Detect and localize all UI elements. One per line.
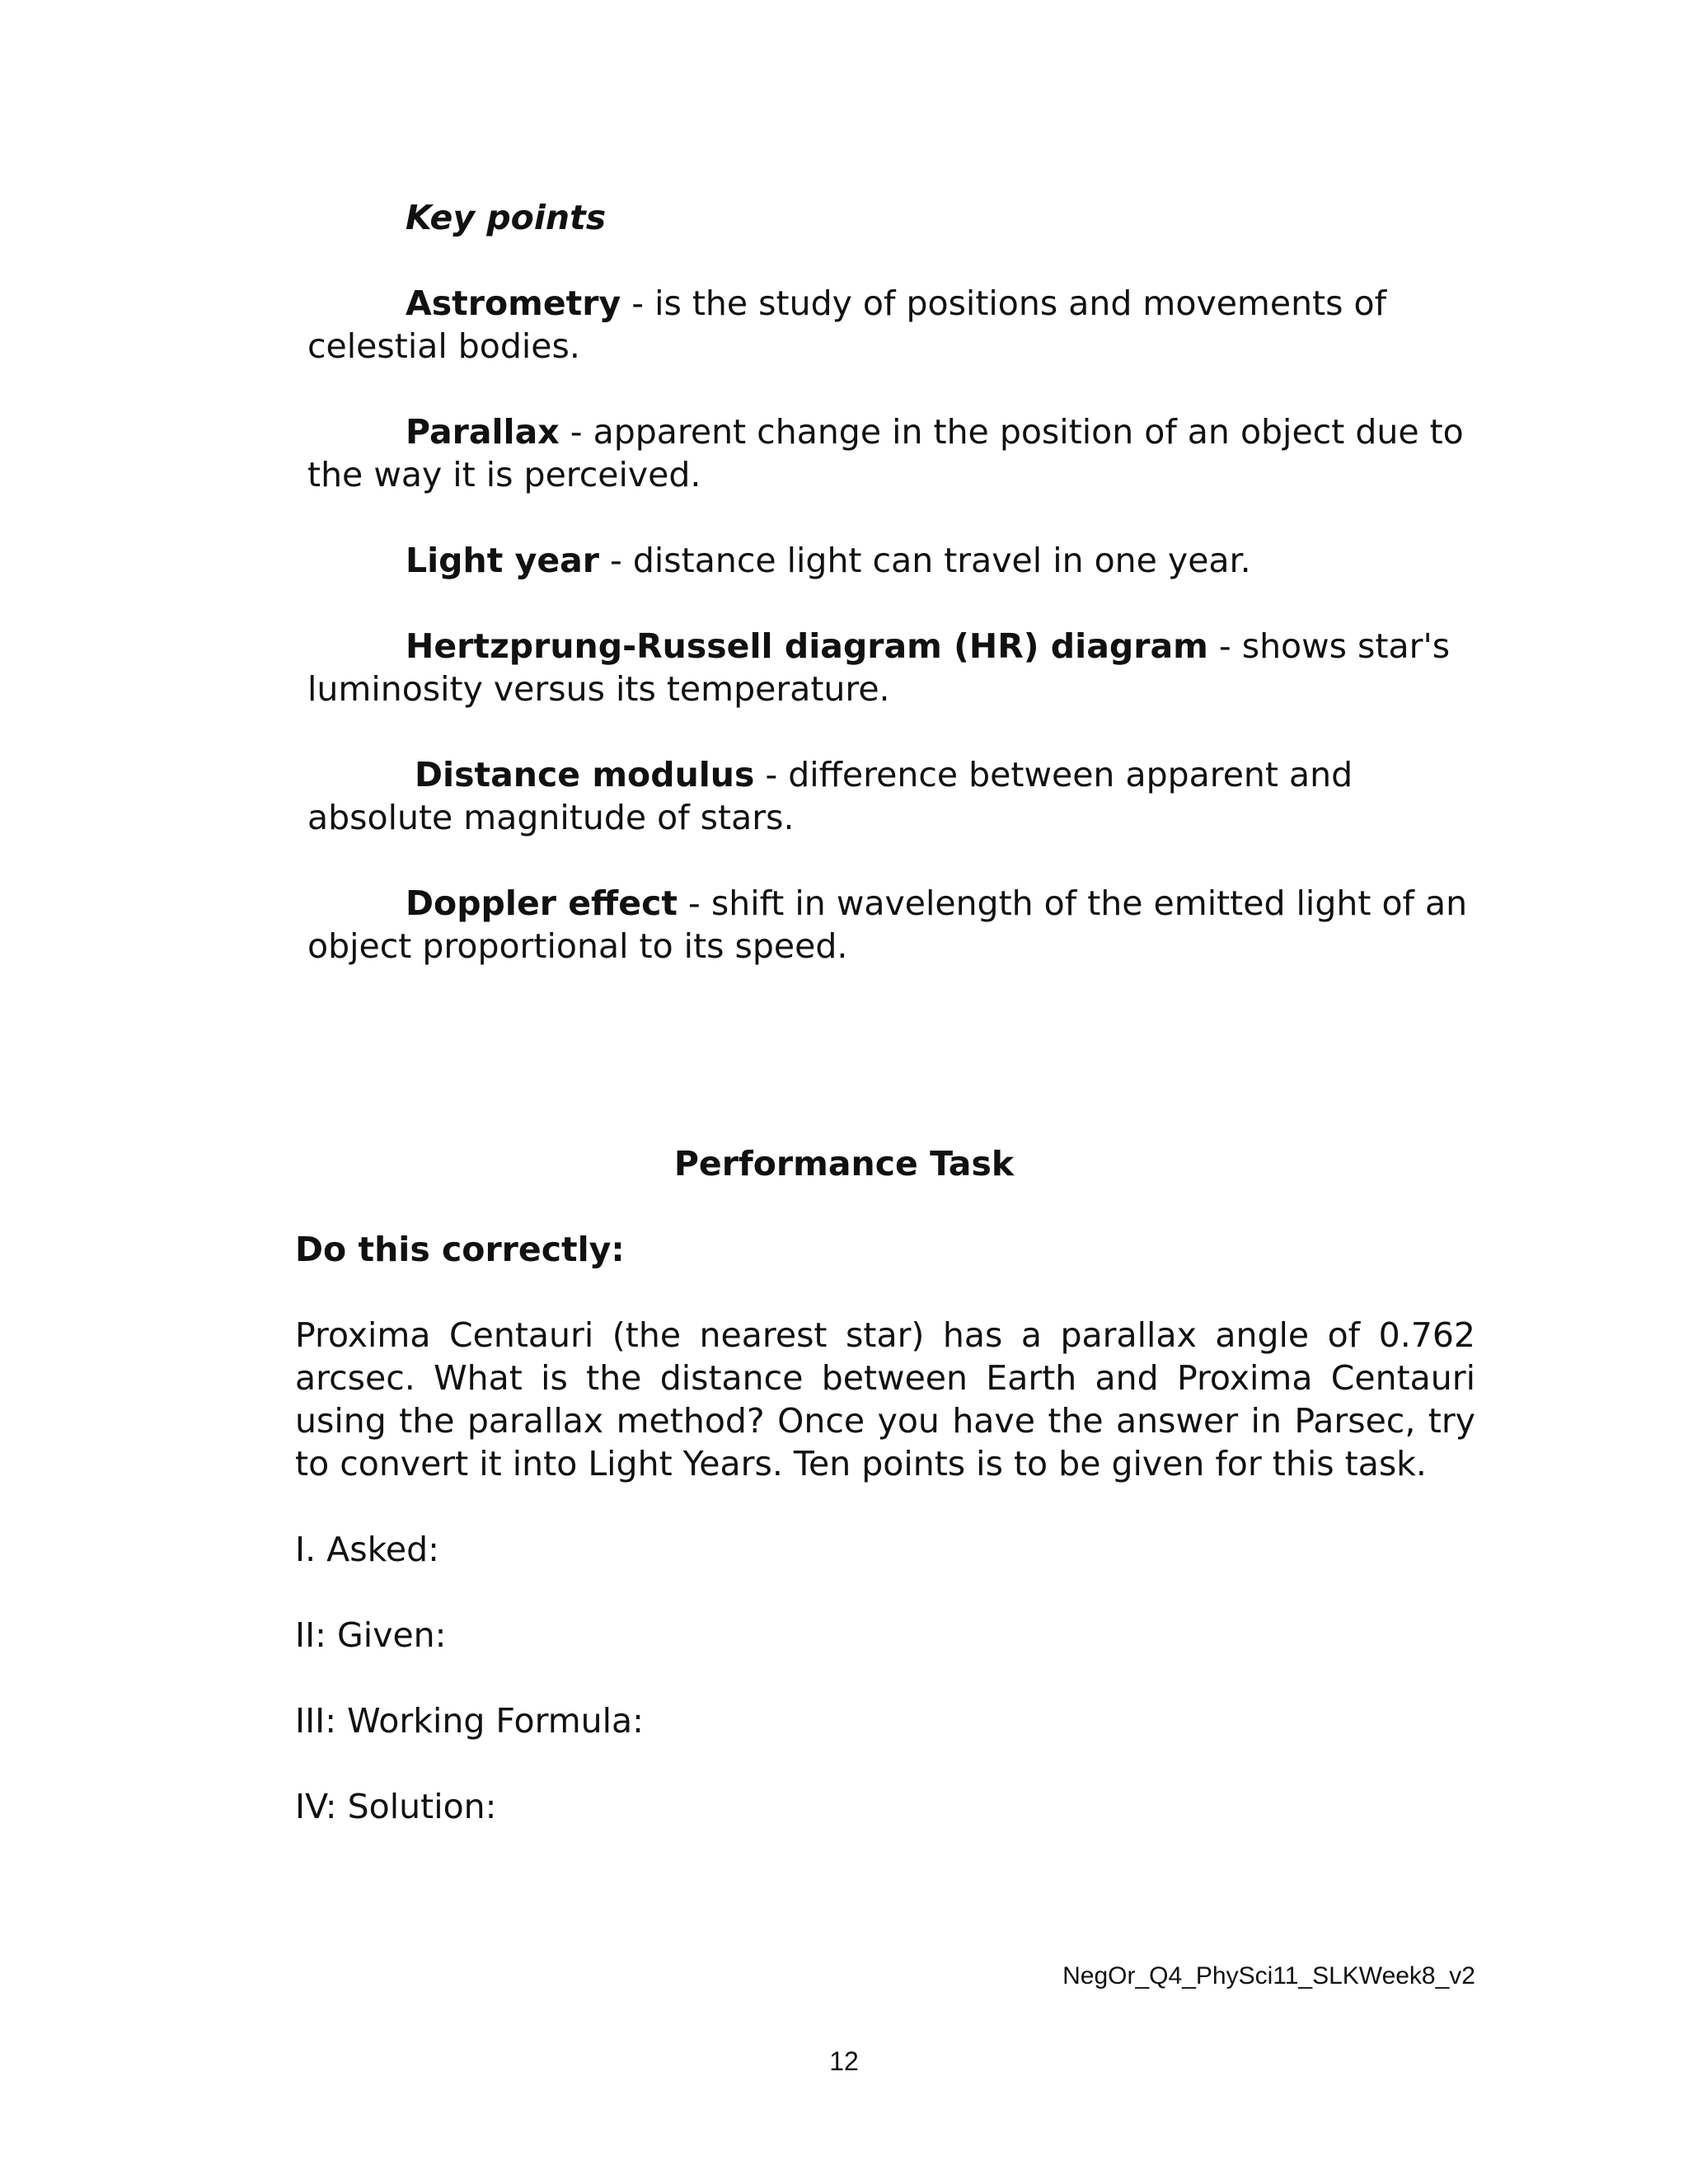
definition-text: - is the study of positions and movements of celestial bodies. — [307, 284, 1387, 366]
performance-task-title: Performance Task — [673, 1144, 1015, 1183]
page-number: 12 — [829, 2046, 859, 2076]
definition-text: - difference between apparent and absolute magnitude of stars. — [307, 755, 1353, 837]
definition-hr-diagram — [307, 625, 1478, 710]
definition-text: - shows star's luminosity versus its temperature. — [307, 626, 1451, 709]
task-instruction: Do this correctly: — [295, 1230, 625, 1269]
definition-light-year — [307, 539, 1478, 582]
definition-text: - distance light can travel in one year. — [599, 541, 1251, 580]
task-problem-text: Proxima Centauri (the nearest star) has a parallax angle of 0.762 arcsec. What is the distance between Earth and Proxima Centauri using the parallax method? Once you have the answer in Parsec, try to convert it into Light Years. Ten points is to be given for this task. — [295, 1315, 1475, 1483]
term-label: Parallax — [406, 412, 560, 452]
definition-parallax — [307, 410, 1478, 496]
step-solution: IV: Solution: — [295, 1787, 497, 1826]
step-asked: I. Asked: — [295, 1530, 439, 1569]
step-working-formula: III: Working Formula: — [295, 1701, 644, 1741]
term-label: Doppler effect — [406, 883, 678, 923]
definition-distance-modulus — [307, 753, 1478, 839]
definition-doppler-effect — [307, 882, 1478, 968]
definition-text: - apparent change in the position of an object due to the way it is perceived. — [307, 412, 1464, 494]
term-label: Astrometry — [406, 284, 621, 323]
step-given: II: Given: — [295, 1615, 447, 1655]
definition-text: - shift in wavelength of the emitted light of an object proportional to its speed. — [307, 883, 1468, 966]
definition-astrometry — [307, 282, 1478, 368]
key-points-heading: Key points — [406, 198, 607, 237]
term-label: Light year — [406, 541, 600, 580]
term-label: Distance modulus — [415, 755, 755, 794]
footer-module-code: NegOr_Q4_PhySci11_SLKWeek8_v2 — [1062, 1962, 1475, 1990]
term-label: Hertzprung-Russell diagram (HR) diagram — [406, 626, 1208, 666]
